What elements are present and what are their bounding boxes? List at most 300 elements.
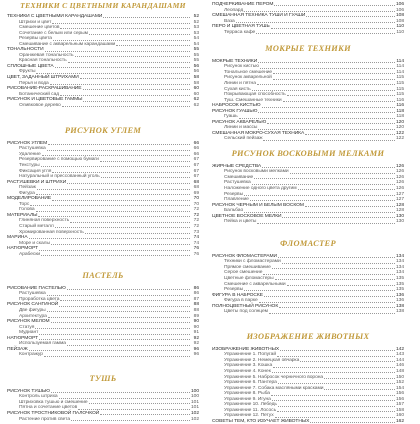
dot-leader: [45, 51, 190, 52]
entry-title: Рисунок восковыми мелками: [224, 169, 289, 175]
entry-title: Линии и пятна: [224, 81, 256, 86]
page-number: 60: [193, 91, 199, 97]
entry-title: Упражнение 12. Петух: [224, 413, 274, 419]
dot-leader: [258, 62, 395, 63]
toc-section: [212, 2, 404, 35]
entry-title: Статуя: [19, 324, 35, 330]
toc-subentry[interactable]: [7, 417, 199, 423]
dot-leader: [264, 296, 395, 297]
dot-leader: [52, 200, 190, 201]
entry-title: Фиксация угля: [19, 168, 52, 174]
page-number: 122: [395, 136, 404, 142]
section-heading: ИЗОБРАЖЕНИЕ ЖИВОТНЫХ: [246, 332, 370, 341]
page-number: 138: [395, 309, 404, 315]
page-number: 92: [193, 335, 199, 341]
page-number: 106: [395, 7, 404, 13]
entry-title: Торс: [19, 201, 30, 207]
page-number: 138: [395, 303, 404, 309]
dot-leader: [50, 84, 190, 85]
entry-title: РАСТУШЕВКИ И ШТРИХИ: [7, 179, 67, 185]
page-number: 120: [395, 125, 404, 131]
toc-subentry[interactable]: [7, 103, 199, 109]
page-number: 101: [190, 405, 199, 411]
entry-title: РИСОВАНИЕ-РАСКРАШИВАНИЕ: [7, 86, 82, 92]
entry-title: Ваза: [224, 18, 235, 24]
entry-title: РИСУНОК ЧЕРНЫМ И БЕЛЫМ ВОСКОМ: [212, 202, 304, 208]
toc-subentry[interactable]: [212, 136, 404, 142]
dot-leader: [257, 223, 395, 224]
entry-title: ТОНАЛЬНОСТИ: [7, 47, 44, 53]
dot-leader: [287, 95, 395, 96]
dot-leader: [275, 279, 395, 280]
entry-title: Удаление: [19, 151, 41, 157]
entry-title: Растушевка: [224, 180, 251, 186]
entry-title: Архитектура: [19, 313, 47, 319]
entry-title: Леопард: [224, 7, 244, 13]
page-number: 55: [193, 47, 199, 53]
dot-leader: [100, 161, 190, 162]
entry-title: Используемая гамма: [19, 341, 66, 347]
entry-title: ЦВЕТНОЕ ВОСКОВОЕ МЕЛКИ: [212, 213, 282, 219]
dot-leader: [324, 389, 395, 390]
page-number: 127: [395, 191, 404, 197]
page-number: 115: [396, 92, 404, 98]
entry-title: Натуральный и прессованный уголь: [19, 174, 100, 180]
page-number: 60: [193, 86, 199, 92]
dot-leader: [35, 328, 190, 329]
dot-leader: [258, 112, 395, 113]
toc-subentry[interactable]: [212, 30, 404, 36]
dot-leader: [70, 222, 190, 223]
entry-title: НАТЮРМОРТ: [7, 335, 39, 341]
entry-title: СМЕШАННАЯ ТЕХНИКА ТУШИ И ГУАШИ: [212, 13, 306, 19]
dot-leader: [89, 34, 190, 35]
dot-leader: [44, 356, 190, 357]
page-number: 126: [395, 169, 404, 175]
page-number: 67: [193, 174, 199, 180]
dot-leader: [51, 244, 190, 245]
entry-title: Пейка и цветы: [224, 219, 257, 225]
entry-title: РИСУНОК ГУАШЬЮ: [212, 108, 258, 114]
page-number: 160: [395, 413, 404, 419]
page-number: 127: [395, 197, 404, 203]
entry-title: Пятна и сочетание цветов: [19, 405, 78, 411]
entry-title: Оранжевая тональность: [19, 52, 74, 58]
entry-title: ПЕЙЗАЖ: [7, 346, 28, 352]
dot-leader: [103, 17, 190, 18]
page-number: 76: [193, 251, 199, 257]
page-number: 52: [193, 19, 199, 25]
dot-leader: [287, 285, 395, 286]
page-number: 128: [395, 202, 404, 208]
dot-leader: [41, 255, 190, 256]
dot-leader: [55, 67, 190, 68]
page-number: 136: [395, 298, 404, 304]
page-number: 135: [395, 281, 404, 287]
page-number: 126: [395, 180, 404, 186]
page-number: 156: [395, 391, 404, 397]
dot-leader: [89, 403, 190, 404]
page-number: 156: [395, 396, 404, 402]
page-number: 148: [395, 369, 404, 374]
entry-title: Упражнение 5. Набросок черничного ворона: [224, 374, 324, 380]
page-number: 58: [193, 74, 199, 80]
dot-leader: [260, 68, 395, 69]
page-number: 143: [395, 352, 404, 358]
page-number: 126: [395, 174, 404, 180]
page-number: 90: [193, 319, 199, 325]
dot-leader: [71, 420, 190, 421]
dot-leader: [252, 90, 395, 91]
dot-leader: [67, 183, 190, 184]
page-number: 115: [396, 75, 404, 81]
entry-title: РИСОВАНИЕ ПАСТЕЛЬЮ: [7, 285, 66, 291]
entry-title: НАТЮРМОРТ: [7, 246, 39, 252]
dot-leader: [29, 238, 190, 239]
entry-title: Смешивание: [224, 174, 254, 180]
page-number: 102: [190, 416, 199, 422]
entry-title: Наложение одного цвета другим: [224, 186, 297, 191]
entry-title: Пейзаж: [19, 185, 36, 191]
entry-title: Линии и массы: [224, 125, 258, 131]
page-number: 72: [193, 212, 199, 218]
page-number: 58: [193, 80, 199, 86]
entry-title: Упражнение 3. Кошка: [224, 363, 273, 369]
dot-leader: [283, 101, 396, 102]
section-heading: РИСУНОК ВОСКОВЫМИ МЕЛКАМИ: [231, 149, 385, 158]
entry-title: ЦВЕТ, ЗАДАННЫЙ ШТРИХАМИ: [7, 74, 79, 80]
page-number: 91: [193, 330, 199, 336]
page-number: 96: [193, 352, 199, 358]
page-number: 118: [396, 114, 404, 120]
dot-leader: [263, 140, 395, 141]
page-number: 108: [395, 18, 404, 24]
dot-leader: [271, 395, 395, 396]
page-number: 67: [193, 168, 199, 174]
page-number: 130: [395, 219, 404, 225]
toc-subentry[interactable]: [7, 352, 199, 358]
entry-title: Серое смешение: [224, 270, 263, 276]
entry-title: ПЕРО И ЦВЕТНАЯ ТУШЬ: [212, 24, 270, 30]
page-number: 130: [395, 213, 404, 219]
page-number: 66: [193, 146, 199, 152]
section-heading: ТЕХНИКИ С ЦВЕТНЫМИ КАРАНДАШАМИ: [20, 1, 186, 10]
entry-title: МОКРЫЕ ТЕХНИКИ: [212, 58, 258, 64]
entry-title: РИСУНОК ТРОСТНИКОВОЙ ПАЛОЧКОЙ: [7, 411, 100, 416]
entry-title: Сухая кисть: [224, 86, 251, 92]
page-number: 134: [395, 259, 404, 265]
page-number: 87: [193, 296, 199, 302]
page-number: 96: [193, 346, 199, 352]
dot-leader: [80, 78, 190, 79]
page-number: 118: [396, 108, 404, 114]
dot-leader: [279, 307, 395, 308]
dot-leader: [258, 129, 395, 130]
page-number: 89: [193, 313, 199, 319]
entry-title: Сочетание с белым или серым: [19, 30, 88, 36]
page-number: 92: [193, 341, 199, 347]
page-number: 72: [193, 224, 199, 230]
section-heading: РИСУНОК УГЛЕМ: [64, 126, 142, 135]
dot-leader: [29, 350, 190, 351]
dot-leader: [252, 184, 395, 185]
entry-title: Покрывающая способность: [224, 92, 286, 98]
entry-title: Упражнение 2. Немецкая овчарка: [224, 357, 300, 363]
toc-section: [7, 375, 199, 422]
dot-leader: [273, 367, 395, 368]
entry-title: Рисунок акварельной: [224, 75, 272, 81]
entry-title: Старый металл: [19, 224, 54, 230]
dot-leader: [41, 166, 190, 167]
entry-title: Арабески: [19, 251, 41, 257]
dot-leader: [273, 79, 395, 80]
dot-leader: [36, 194, 190, 195]
dot-leader: [48, 144, 190, 145]
page-number: 66: [193, 140, 199, 146]
dot-leader: [305, 134, 395, 135]
entry-title: Сельский пейзаж: [224, 136, 263, 142]
page-number: 134: [395, 264, 404, 270]
entry-title: Упражнение 7. Собака масляными красками: [224, 385, 324, 391]
page-number: 70: [193, 196, 199, 202]
dot-leader: [239, 118, 395, 119]
toc-section: [7, 2, 199, 108]
dot-leader: [75, 56, 190, 57]
dot-leader: [101, 177, 190, 178]
dot-leader: [55, 227, 190, 228]
section-heading: ФЛОМАСТЕР: [280, 239, 336, 248]
page-number: 150: [395, 374, 404, 380]
entry-title: Смешение цветов: [19, 25, 60, 31]
page-number: 86: [193, 285, 199, 291]
page-number: 122: [395, 130, 404, 136]
dot-leader: [259, 302, 395, 303]
entry-title: Упражнение 6. Пантера: [224, 380, 277, 386]
dot-leader: [52, 172, 190, 173]
dot-leader: [277, 411, 395, 412]
dot-leader: [306, 16, 395, 17]
page-number: 106: [395, 2, 404, 7]
entry-title: МОДЕЛИРОВАНИЕ: [7, 196, 52, 202]
page-number: 86: [193, 291, 199, 297]
page-number: 55: [193, 58, 199, 64]
page-number: 114: [396, 69, 404, 75]
dot-leader: [100, 414, 190, 415]
page-number: 115: [396, 81, 404, 86]
page-number: 126: [395, 163, 404, 169]
entry-title: Упражнение 9. Игуна: [224, 396, 271, 402]
entry-title: Проработка цвета: [19, 296, 60, 302]
page-number: 120: [395, 119, 404, 125]
dot-leader: [48, 317, 190, 318]
dot-leader: [244, 212, 395, 213]
page-number: 158: [395, 407, 404, 413]
dot-leader: [271, 28, 395, 29]
dot-leader: [47, 150, 190, 151]
dot-leader: [282, 263, 395, 264]
entry-title: МАРИНА: [7, 235, 28, 241]
entry-title: Тональное смешение: [224, 69, 273, 75]
page-number: 62: [193, 102, 199, 108]
entry-title: Цветные фломастеры: [224, 276, 274, 281]
entry-title: Две фигуры: [19, 308, 46, 313]
toc-subentry[interactable]: [212, 309, 404, 315]
dot-leader: [36, 211, 190, 212]
page-number: 100: [190, 394, 199, 400]
page-number: 69: [193, 190, 199, 196]
entry-title: Глиняная поверхность: [19, 218, 70, 224]
entry-title: РИСУНОК И ЦВЕТОВЫЕ ГАММЫ: [7, 97, 83, 103]
dot-leader: [53, 40, 190, 41]
page-number: 88: [193, 302, 199, 308]
dot-leader: [47, 295, 190, 296]
dot-leader: [263, 274, 395, 275]
dot-leader: [60, 300, 190, 301]
dot-leader: [67, 345, 190, 346]
entry-title: Терраса кафе: [224, 29, 256, 35]
dot-leader: [36, 73, 190, 74]
dot-leader: [116, 45, 190, 46]
page-number: 102: [190, 411, 199, 416]
dot-leader: [282, 217, 395, 218]
page-number: 88: [193, 308, 199, 313]
entry-title: Растушевка: [19, 146, 46, 152]
entry-title: РИСУНОК АКВАРЕЛЬЮ: [212, 119, 267, 125]
entry-title: Упражнение 1. Попугай: [224, 352, 277, 358]
dot-leader: [256, 33, 395, 34]
dot-leader: [272, 268, 395, 269]
page-number: 74: [193, 235, 199, 241]
entry-title: Голова: [19, 207, 35, 213]
page-number: 70: [193, 201, 199, 207]
dot-leader: [67, 289, 190, 290]
page-number: 135: [395, 287, 404, 293]
dot-leader: [298, 189, 395, 190]
toc-section: [212, 240, 404, 315]
section-heading: ПАСТЕЛЬ: [82, 271, 124, 280]
page-number: 116: [396, 103, 404, 109]
page-number: 134: [395, 270, 404, 276]
dot-leader: [324, 378, 395, 379]
page-number: 154: [395, 385, 404, 391]
page-number: 146: [395, 363, 404, 369]
entry-title: Резервы: [224, 287, 244, 293]
dot-leader: [60, 95, 190, 96]
entry-title: Мудиант: [19, 330, 39, 336]
dot-leader: [257, 84, 395, 85]
dot-leader: [275, 417, 395, 418]
dot-leader: [310, 422, 395, 423]
entry-title: Упражнение 8. Рыба: [224, 391, 270, 397]
entry-title: Упражнение 11. Лосось: [224, 407, 277, 413]
dot-leader: [250, 200, 395, 201]
dot-leader: [274, 5, 395, 6]
dot-leader: [236, 22, 395, 23]
entry-title: РИСУНОК МЕЛОМ: [7, 319, 50, 325]
dot-leader: [269, 313, 395, 314]
section-heading: ТУШЬ: [89, 374, 117, 383]
entry-title: Контражур: [19, 352, 43, 358]
entry-title: Резервирование с помощью бумаги: [19, 157, 99, 163]
entry-title: Красная тональность: [19, 58, 67, 64]
dot-leader: [39, 334, 190, 335]
dot-leader: [267, 123, 395, 124]
entry-title: Цветы под солнцем: [224, 309, 268, 315]
page-number: 157: [395, 402, 404, 408]
dot-leader: [300, 361, 395, 362]
dot-leader: [37, 189, 190, 190]
page-number: 108: [395, 13, 404, 19]
entry-title: ЖИРНЫЕ СРЕДСТВА: [212, 163, 262, 169]
page-number: 53: [193, 25, 199, 31]
entry-title: Резервы: [224, 191, 244, 197]
page-number: 152: [395, 380, 404, 386]
entry-title: Растушевка: [19, 291, 46, 297]
page-number: 134: [395, 253, 404, 259]
dot-leader: [280, 350, 395, 351]
dot-leader: [278, 257, 395, 258]
entry-title: Растение против света: [19, 416, 70, 422]
page-number: 68: [193, 185, 199, 191]
page-number: 54: [193, 36, 199, 42]
page-number: 114: [396, 64, 404, 70]
page-number: 68: [193, 179, 199, 185]
page-number: 128: [395, 208, 404, 214]
dot-leader: [244, 11, 395, 12]
page-number: 73: [193, 229, 199, 235]
page-number: 142: [395, 346, 404, 352]
page-number: 116: [396, 97, 404, 103]
entry-title: Штрихи и цвет: [19, 19, 52, 25]
page-number: 110: [396, 24, 404, 30]
dot-leader: [290, 173, 395, 174]
toc-section: [7, 272, 199, 358]
entry-title: Перья и вода: [19, 80, 49, 86]
dot-leader: [39, 339, 190, 340]
entry-title: ФИГУРА В НАБРОСКЕ: [212, 292, 263, 298]
page-number: 144: [395, 357, 404, 363]
page-number: 110: [396, 29, 404, 35]
entry-title: ИЗОБРАЖЕНИЕ ЖИВОТНЫХ: [212, 346, 280, 352]
entry-title: Текстуры: [19, 163, 40, 168]
entry-title: РИСУНОК УГЛЕМ: [7, 140, 48, 146]
dot-leader: [47, 311, 190, 312]
entry-title: Резервы цвета: [19, 36, 52, 42]
dot-leader: [60, 28, 190, 29]
dot-leader: [273, 73, 395, 74]
dot-leader: [59, 398, 190, 399]
page-number: 100: [190, 388, 199, 394]
page-number: 67: [193, 157, 199, 163]
entry-title: РИСУНОК ФЛОМАСТЕРАМИ: [212, 253, 277, 259]
page-number: 52: [193, 13, 199, 19]
entry-title: Контроль штриха: [19, 394, 58, 400]
dot-leader: [278, 406, 395, 407]
dot-leader: [68, 62, 190, 63]
dot-leader: [85, 233, 190, 234]
page-number: 56: [193, 69, 199, 75]
page-number: 54: [193, 41, 199, 47]
entry-title: Прямое смешивание: [224, 264, 271, 270]
page-number: 72: [193, 218, 199, 224]
page-number: 72: [193, 207, 199, 213]
toc-subentry[interactable]: [212, 219, 404, 225]
page-number: 76: [193, 246, 199, 252]
dot-leader: [244, 195, 395, 196]
entry-title: Штриховка тушью и смешение: [19, 399, 88, 405]
entry-title: Хромированная поверхность: [19, 229, 84, 235]
toc-subentry[interactable]: [7, 252, 199, 258]
